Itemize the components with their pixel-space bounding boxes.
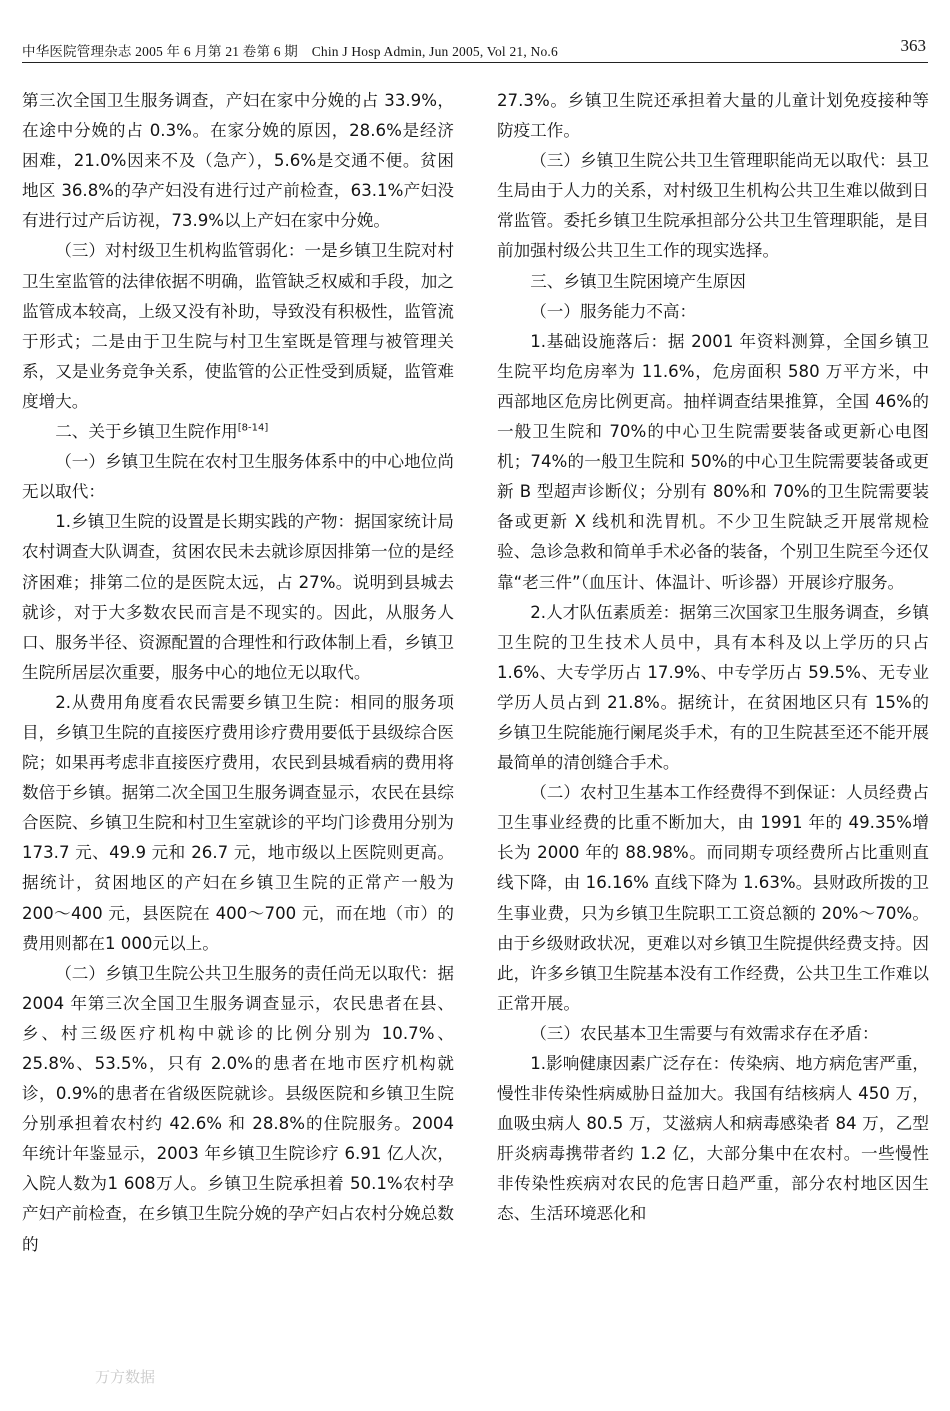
paragraph: 1.基础设施落后：据 2001 年资料测算，全国乡镇卫生院平均危房率为 11.6%，危房面积 580 万平方米，中西部地区危房比例更高。抽样调查结果推算，全国 46%的一般卫生院和 70%的中心卫生院需要装备或更新心电图机；74%的一般卫生院和 50%的中心卫生院需要装备或更新 B 型超声诊断仪；分别有 80%和 70%的卫生院需要装备或更新 X 线机和洗胃机。不少卫生院缺乏开展常规检验、急诊急救和简单手术必备的装备，个别卫生院至今还仅靠“老三件”（血压计、体温计、听诊器）开展诊疗服务。 <box>497 331 929 592</box>
paragraph: 1.乡镇卫生院的设置是长期实践的产物：据国家统计局农村调查大队调查，贫困农民未去就诊原因排第一位的是经济困难；排第二位的是医院太远，占 27%。说明到县城去就诊，对于大多数农民而言是不现实的。因此，从服务人口、服务半径、资源配置的合理性和行政体制上看，乡镇卫生院所居层次重要，服务中心的地位无以取代。 <box>22 512 454 682</box>
citation-ref: [8-14] <box>237 422 269 434</box>
paragraph: （三）对村级卫生机构监管弱化：一是乡镇卫生院对村卫生室监管的法律依据不明确，监管缺乏权威和手段，加之监管成本较高，上级又没有补助，导致没有积极性，监管流于形式；二是由于卫生院与村卫生室既是管理与被管理关系，又是业务竞争关系，使监管的公正性受到质疑，监管难度增大。 <box>22 241 454 411</box>
journal-citation: 中华医院管理杂志 2005 年 6 月第 21 卷第 6 期 Chin J Hosp Admin, Jun 2005, Vol 21, No.6 <box>22 44 558 59</box>
watermark: 万方数据 <box>95 1368 156 1386</box>
paragraph: （二）农村卫生基本工作经费得不到保证：人员经费占卫生事业经费的比重不断加大，由 1991 年的 49.35%增长为 2000 年的 88.98%。而同期专项经费所占比重则直线下降，由 16.16% 直线下降为 1.63%。县财政所拨的卫生事业费，只为乡镇卫生院职工工资总额的 20%～70%。由于乡级财政状况，更难以对乡镇卫生院提供经费支持。因此，许多乡镇卫生院基本没有工作经费，公共卫生工作难以正常开展。 <box>497 783 929 1013</box>
subsection-heading: （三）农民基本卫生需要与有效需求存在矛盾： <box>530 1023 879 1043</box>
paragraph: （一）乡镇卫生院在农村卫生服务体系中的中心地位尚无以取代： <box>22 452 454 502</box>
section-heading: 三、乡镇卫生院困境产生原因 <box>530 271 746 291</box>
running-header <box>22 38 928 63</box>
paragraph: 2.从费用角度看农民需要乡镇卫生院：相同的服务项目，乡镇卫生院的直接医疗费用诊疗费用要低于县级综合医院；如果再考虑非直接医疗费用，农民到县城看病的费用将数倍于乡镇。据第二次全国卫生服务调查显示，农民在县综合医院、乡镇卫生院和村卫生室就诊的平均门诊费用分别为 173.7 元、49.9 元和 26.7 元，地市级以上医院则更高。据统计，贫困地区的产妇在乡镇卫生院的正常产一般为 200～400 元，县医院在 400～700 元，而在地（市）的费用则都在1 000元以上。 <box>22 692 454 953</box>
right-column <box>497 86 929 1411</box>
paragraph: （三）乡镇卫生院公共卫生管理职能尚无以取代：县卫生局由于人力的关系，对村级卫生机构公共卫生难以做到日常监管。委托乡镇卫生院承担部分公共卫生管理职能，是目前加强村级公共卫生工作的现实选择。 <box>497 151 929 261</box>
paragraph: 第三次全国卫生服务调查，产妇在家中分娩的占 33.9%，在途中分娩的占 0.3%。在家分娩的原因，28.6%是经济困难，21.0%因来不及（急产），5.6%是交通不便。贫困地区 36.8%的孕产妇没有进行过产前检查，63.1%产妇没有进行过产后访视，73.9%以上产妇在家中分娩。 <box>22 91 454 231</box>
paragraph: 27.3%。乡镇卫生院还承担着大量的儿童计划免疫接种等防疫工作。 <box>497 91 929 141</box>
left-column <box>22 86 454 1411</box>
page-number: 363 <box>900 36 926 55</box>
paragraph: 1.影响健康因素广泛存在：传染病、地方病危害严重，慢性非传染性病威胁日益加大。我国有结核病人 450 万，血吸虫病人 80.5 万，艾滋病人和病毒感染者 84 万，乙型肝炎病毒携带者约 1.2 亿，大部分集中在农村。一些慢性非传染性疾病对农民的危害日趋严重，部分农村地区因生态、生活环境恶化和 <box>497 1054 929 1224</box>
paragraph: （二）乡镇卫生院公共卫生服务的责任尚无以取代：据 2004 年第三次全国卫生服务调查显示，农民患者在县、乡、村三级医疗机构中就诊的比例分别为 10.7%、25.8%、53.5%，只有 2.0%的患者在地市医疗机构就诊，0.9%的患者在省级医院就诊。县级医院和乡镇卫生院分别承担着农村约 42.6% 和 28.8%的住院服务。2004 年统计年鉴显示，2003 年乡镇卫生院诊疗 6.91 亿人次，入院人数为1 608万人。乡镇卫生院承担着 50.1%农村孕产妇产前检查，在乡镇卫生院分娩的孕产妇占农村分娩总数的 <box>22 963 454 1254</box>
section-heading <box>22 417 454 447</box>
subsection-heading: （一）服务能力不高： <box>530 301 697 321</box>
section-heading-text: 二、关于乡镇卫生院作用 <box>55 422 238 442</box>
paragraph: 2.人才队伍素质差：据第三次国家卫生服务调查，乡镇卫生院的卫生技术人员中，具有本科及以上学历的只占 1.6%、大专学历占 17.9%、中专学历占 59.5%、无专业学历人员占到 21.8%。据统计，在贫困地区只有 15%的乡镇卫生院能施行阑尾炎手术，有的卫生院甚至还不能开展最简单的清创缝合手术。 <box>497 602 929 773</box>
